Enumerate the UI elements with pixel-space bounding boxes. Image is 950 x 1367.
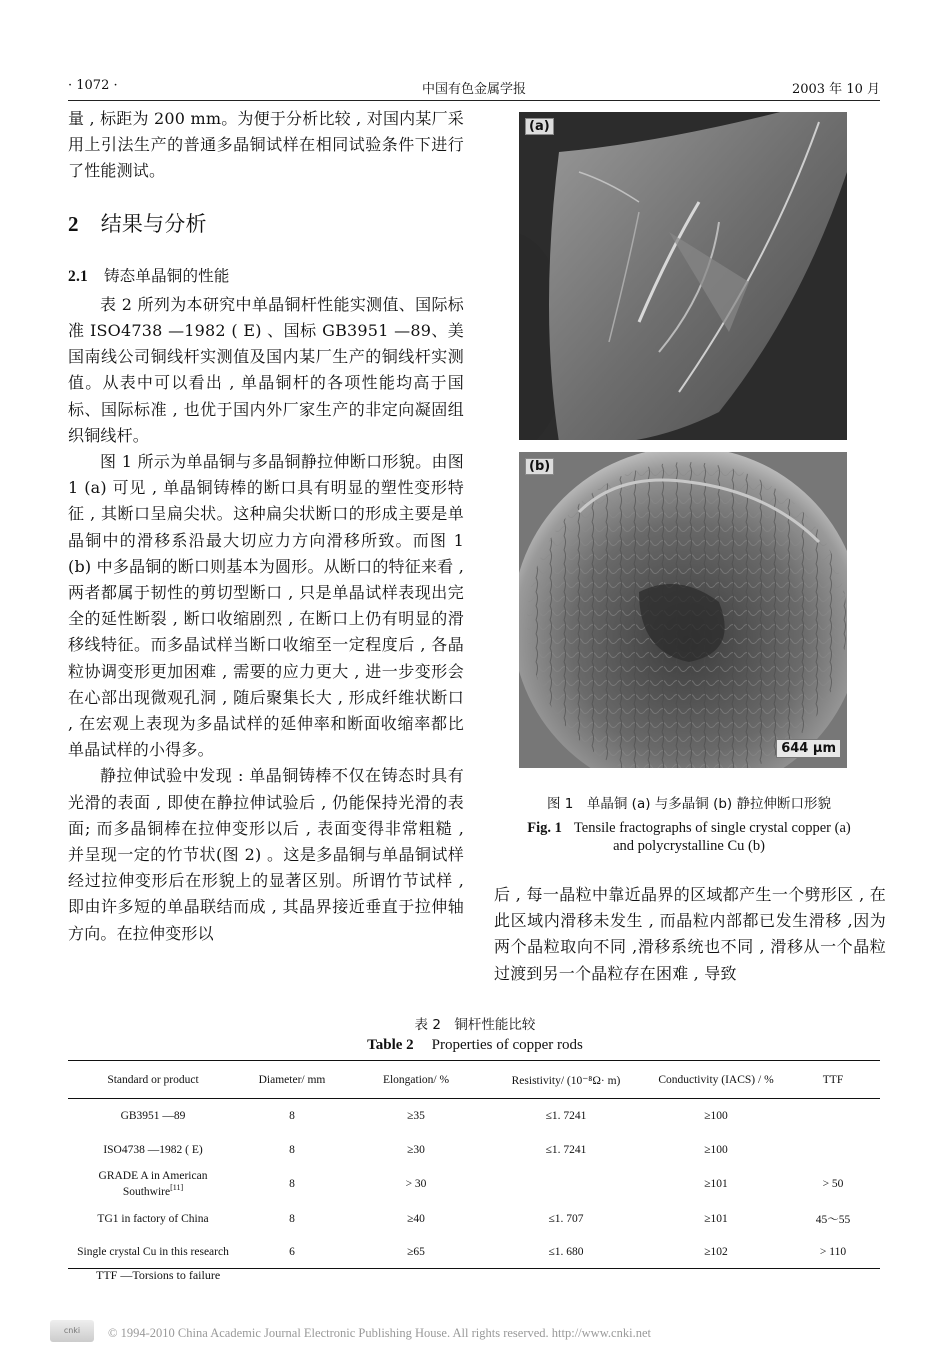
table-row	[68, 1202, 880, 1237]
cell-elongation: ≥30	[407, 1143, 425, 1156]
figure-caption-cn: 图 1 单晶铜 (a) 与多晶铜 (b) 静拉伸断口形貌	[547, 796, 831, 812]
table-note: TTF —Torsions to failure	[96, 1268, 221, 1282]
header-rule	[68, 100, 880, 101]
running-header	[68, 78, 880, 98]
copyright-notice: © 1994-2010 China Academic Journal Electronic Publishing House. All rights reserved. http://www.cnki.net	[108, 1326, 651, 1340]
cell-ttf: 45～55	[815, 1214, 851, 1226]
col-header-elongation: Elongation/ %	[346, 1061, 486, 1099]
col-header-diameter: Diameter/ mm	[238, 1061, 346, 1099]
cell-resistivity: ≤1. 707	[548, 1213, 584, 1225]
cell-conductivity: ≥100	[704, 1143, 728, 1156]
cell-resistivity: ≤1. 680	[486, 1237, 646, 1269]
table-row	[68, 1099, 880, 1133]
cell-diameter: 8	[289, 1178, 295, 1190]
cell-elongation: > 30	[405, 1178, 427, 1190]
figure-caption-text: Tensile fractographs of single crystal copper (a) and polycrystalline Cu (b)	[573, 820, 851, 854]
properties-table	[68, 1060, 880, 1269]
cell-diameter: 8	[289, 1109, 295, 1122]
page-number: · 1072 ·	[68, 78, 118, 93]
page-footer	[0, 1318, 950, 1348]
cell-elongation: ≥65	[346, 1237, 486, 1269]
cell-conductivity: ≥102	[646, 1237, 786, 1269]
figure-caption-label: Fig. 1	[527, 820, 562, 836]
right-column	[494, 882, 886, 987]
table-label: Table 2	[367, 1037, 414, 1053]
paragraph-2: 图 1 所示为单晶铜与多晶铜静拉伸断口形貌。由图 1 (a) 可见 , 单晶铜铸棒的断口具有明显的塑性变形特征 , 其断口呈扁尖状。这种扁尖状断口的形成主要是单晶铜中的滑移系沿最大切应力方向滑移所致。而图 1 (b) 中多晶铜的断口则基本为圆形。从断口的特征来看 , 两者都属于韧性的剪切型断口 , 只是单晶试样表现出完全的延性断裂 , 断口收缩剧烈 , 在断口上仍有明显的滑移线特征。而多晶试样当断口收缩至一定程度后 , 各晶粒协调变形更加困难 , 需要的应力更大 , 进一步变形会在心部出现微观孔洞 , 随后聚集长大 , 形成纤维状断口 , 在宏观上表现为多晶试样的延伸率和断面收缩率都比单晶试样的小得多。	[68, 452, 464, 760]
cell-standard: GB3951 —89	[120, 1109, 186, 1122]
table-row	[68, 1237, 880, 1269]
section-number: 2	[68, 211, 79, 236]
issue-date: 2003 年 10 月	[791, 82, 880, 97]
subsection-number: 2.1	[68, 267, 88, 285]
col-header-resistivity: Resistivity/ (10⁻⁸Ω· m)	[486, 1061, 646, 1099]
cell-diameter: 8	[289, 1213, 295, 1225]
cell-standard-text: GRADE A in American Southwire	[98, 1170, 208, 1198]
intro-paragraph: 量 , 标距为 200 mm。为便于分析比较 , 对国内某厂采用上引法生产的普通多晶铜试样在相同试验条件下进行了性能测试。	[68, 109, 464, 181]
cell-diameter: 6	[238, 1237, 346, 1269]
fractograph-b	[519, 452, 847, 768]
cell-ttf	[786, 1099, 880, 1133]
cell-diameter: 8	[289, 1143, 295, 1156]
cell-standard: ISO4738 —1982 ( E)	[103, 1143, 203, 1156]
cell-conductivity: ≥101	[704, 1178, 728, 1190]
cell-resistivity: ≤1. 7241	[545, 1143, 587, 1156]
cell-standard: TG1 in factory of China	[97, 1213, 209, 1225]
table-title-text: Properties of copper rods	[431, 1037, 583, 1053]
section-heading	[68, 211, 464, 241]
cell-conductivity: ≥100	[704, 1109, 728, 1122]
table-header-row	[68, 1061, 880, 1099]
fractograph-a	[519, 112, 847, 440]
cell-elongation: ≥40	[407, 1213, 425, 1225]
panel-label-a: (a)	[525, 118, 554, 135]
cell-standard	[68, 1167, 238, 1202]
cell-ttf: > 50	[822, 1178, 844, 1190]
col-header-ttf: TTF	[786, 1061, 880, 1099]
cell-elongation: ≥35	[407, 1109, 425, 1122]
table-title-cn: 表 2 铜杆性能比较	[414, 1017, 536, 1033]
paragraph-1: 表 2 所列为本研究中单晶铜杆性能实测值、国际标准 ISO4738 —1982 ( E) 、国标 GB3951 —89、美国南线公司铜线杆实测值及国内某厂生产的铜线杆实测值。从表中可以看出 , 单晶铜杆的各项性能均高于国标、国际标准 , 也优于国内外厂家生产的非定向凝固组织铜线杆。	[68, 294, 464, 445]
cell-ttf	[786, 1133, 880, 1167]
cell-conductivity: ≥101	[704, 1213, 728, 1225]
panel-label-b: (b)	[525, 458, 554, 475]
table-row	[68, 1133, 880, 1167]
cell-resistivity	[486, 1167, 646, 1202]
scale-bar: 644 μm	[776, 739, 841, 758]
table-title-en	[0, 1037, 950, 1054]
cnki-logo-icon: cnki	[50, 1320, 94, 1342]
continuation-paragraph: 后 , 每一晶粒中靠近晶界的区域都产生一个劈形区 , 在此区域内滑移未发生 , 而晶粒内部都已发生滑移 ,因为两个晶粒取向不同 ,滑移系统也不同 , 滑移从一个晶粒过渡到另一个晶粒存在困难 , 导致	[494, 885, 886, 983]
cell-standard: Single crystal Cu in this research	[68, 1237, 238, 1269]
col-header-conductivity: Conductivity (IACS) / %	[646, 1061, 786, 1099]
journal-name: 中国有色金属学报	[421, 82, 526, 97]
section-title: 结果与分析	[100, 211, 207, 236]
col-header-standard: Standard or product	[68, 1061, 238, 1099]
figure-1	[519, 112, 847, 768]
fractograph-a-image	[519, 112, 847, 440]
fractograph-b-image	[519, 452, 847, 768]
reference-mark: [11]	[170, 1183, 184, 1193]
subsection-heading	[68, 263, 464, 290]
cell-ttf: > 110	[786, 1237, 880, 1269]
table-row	[68, 1167, 880, 1202]
figure-caption-en	[519, 819, 859, 855]
paragraph-3: 静拉伸试验中发现 : 单晶铜铸棒不仅在铸态时具有光滑的表面 , 即使在静拉伸试验后 , 仍能保持光滑的表面; 而多晶铜棒在拉伸变形以后 , 表面变得非常粗糙 , 并呈现一定的竹节状(图 2) 。这是多晶铜与单晶铜试样经过拉伸变形后在形貌上的显著区别。所谓竹节试样 , 即由许多短的单晶联结而成 , 其晶界接近垂直于拉伸轴方向。在拉伸变形以	[68, 766, 464, 943]
subsection-title: 铸态单晶铜的性能	[103, 266, 230, 285]
cell-resistivity: ≤1. 7241	[545, 1109, 587, 1122]
left-column	[68, 106, 464, 947]
